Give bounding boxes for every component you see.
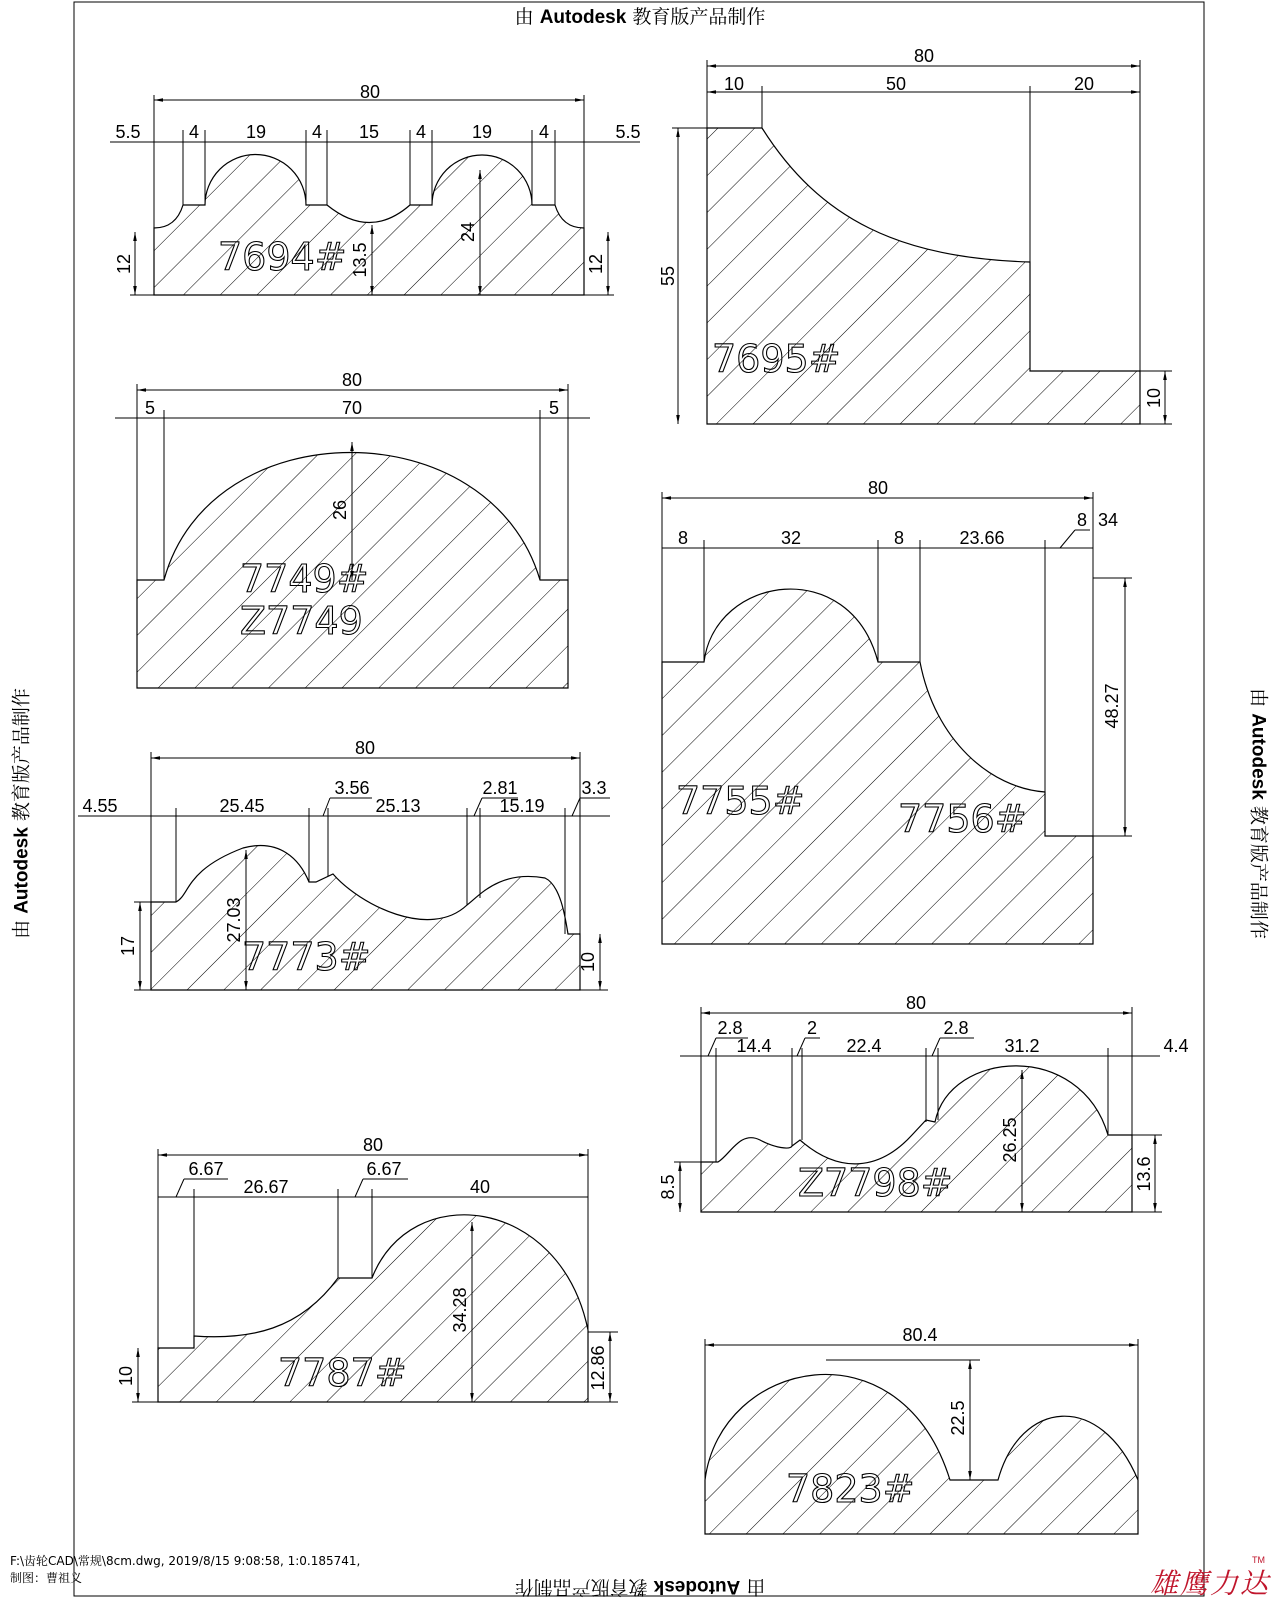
watermark-suffix: 教育版产品制作 [632,6,766,28]
label-z7749: Z7749 [240,599,363,643]
dim-7798-0: 80 [905,993,927,1013]
dim-7787-7: 12.86 [588,1345,608,1391]
dim-7773-0: 80 [354,738,376,758]
file-path-line: F:\齿轮CAD\常规\8cm.dwg, 2019/8/15 9:08:58, 1:0.185741, [10,1554,361,1568]
label-7749: 7749# [240,557,369,601]
profile-7823 [705,1325,1138,1534]
dim-7773-10: 10 [578,951,598,973]
dim-7694-8: 4 [538,122,550,142]
profile-7798 [658,993,1189,1212]
label-7695: 7695# [712,337,841,381]
dim-7695-4: 55 [658,265,678,287]
file-info-footer [10,1553,360,1587]
dim-7798-5: 2.8 [943,1018,969,1038]
dim-7694-7: 19 [471,122,493,142]
dim-7787-1: 6.67 [188,1159,224,1179]
dim-7798-4: 22.4 [846,1036,882,1056]
dim-7823-1: 22.5 [948,1400,968,1436]
watermark-brand: Autodesk [539,7,627,28]
dim-7749-4: 26 [330,499,350,521]
dim-7773-5: 2.81 [482,778,518,798]
dim-7755-6: 34 [1097,510,1119,530]
dim-7755-3: 8 [893,528,905,548]
watermark-prefix: 由 [746,1576,766,1598]
watermark-top [0,2,1280,29]
dim-7798-8: 8.5 [658,1174,678,1200]
dim-7773-8: 27.03 [224,897,244,943]
profile-7755 [662,478,1132,944]
dim-7755-1: 8 [677,528,689,548]
watermark-brand: Autodesk [653,1576,741,1597]
dim-7694-4: 4 [311,122,323,142]
profile-7749 [115,370,590,688]
dim-7749-2: 70 [341,398,363,418]
dim-7787-4: 40 [469,1177,491,1197]
watermark-prefix: 由 [10,919,33,939]
brand-trademark: TM [1252,1555,1265,1565]
dim-7787-3: 6.67 [366,1159,402,1179]
dim-7695-3: 20 [1073,74,1095,94]
watermark-suffix: 教育版产品制作 [10,688,33,822]
watermark-right [1247,674,1274,954]
dim-7694-9: 5.5 [615,122,641,142]
watermark-left [7,674,34,954]
dim-7773-4: 25.13 [375,796,421,816]
dim-7787-0: 80 [362,1135,384,1155]
dim-7694-10: 12 [114,253,134,275]
watermark-prefix: 由 [1247,688,1270,708]
profile-7773 [78,738,610,990]
dim-7773-2: 25.45 [219,796,265,816]
dim-7773-6: 15.19 [499,796,545,816]
dim-7694-5: 15 [358,122,380,142]
dim-7798-9: 26.25 [1000,1117,1020,1163]
label-7773: 7773# [242,935,371,979]
dim-7694-2: 4 [188,122,200,142]
dim-7773-3: 3.56 [334,778,370,798]
dim-7755-4: 23.66 [959,528,1005,548]
dim-7798-3: 2 [806,1018,818,1038]
profile-7694 [110,82,641,295]
dim-7694-1: 5.5 [115,122,141,142]
label-7798: Z7798# [798,1161,953,1205]
dim-7694-6: 4 [415,122,427,142]
label-7694: 7694# [218,235,347,279]
brand-logo: 雄鹰力达 [1150,1567,1271,1600]
dim-7694-3: 19 [245,122,267,142]
profile-7787 [116,1135,618,1402]
dim-7755-0: 80 [867,478,889,498]
label-7755: 7755# [676,779,805,823]
dim-7695-0: 80 [913,46,935,66]
dim-7694-12: 24 [458,221,478,243]
label-7823: 7823# [786,1467,915,1511]
dim-7695-5: 10 [1144,387,1164,409]
watermark-brand: Autodesk [11,827,33,914]
dim-7755-7: 48.27 [1102,683,1122,729]
watermark-suffix: 教育版产品制作 [514,1576,648,1598]
label-7787: 7787# [278,1351,407,1395]
dim-7823-0: 80.4 [902,1325,938,1345]
profile-7823-shape [705,1374,1138,1534]
dim-7787-5: 10 [116,1365,136,1387]
dim-7798-7: 4.4 [1163,1036,1189,1056]
dim-7694-0: 80 [359,82,381,102]
dim-7773-1: 4.55 [82,796,118,816]
dim-7755-5: 8 [1076,510,1088,530]
watermark-suffix: 教育版产品制作 [1247,805,1270,939]
dim-7773-7: 3.3 [581,778,607,798]
dim-7749-0: 80 [341,370,363,390]
dim-7773-9: 17 [118,935,138,957]
dim-7755-2: 32 [780,528,802,548]
drafter-line: 制图：曹祖义 [10,1571,83,1585]
dim-7694-13: 12 [586,253,606,275]
dim-7787-6: 34.28 [450,1287,470,1333]
dim-7798-6: 31.2 [1004,1036,1040,1056]
dim-7695-2: 50 [885,74,907,94]
dim-7694-11: 13.5 [350,242,370,278]
watermark-brand: Autodesk [1247,713,1269,800]
dim-7798-2: 14.4 [736,1036,772,1056]
watermark-prefix: 由 [514,6,534,28]
label-7756: 7756# [898,797,1027,841]
dim-7787-2: 26.67 [243,1177,289,1197]
dim-7798-1: 2.8 [717,1018,743,1038]
dim-7749-1: 5 [144,398,156,418]
profile-7695 [658,46,1172,424]
dim-7798-10: 13.6 [1134,1156,1154,1192]
dim-7695-1: 10 [723,74,745,94]
dim-7749-3: 5 [548,398,560,418]
